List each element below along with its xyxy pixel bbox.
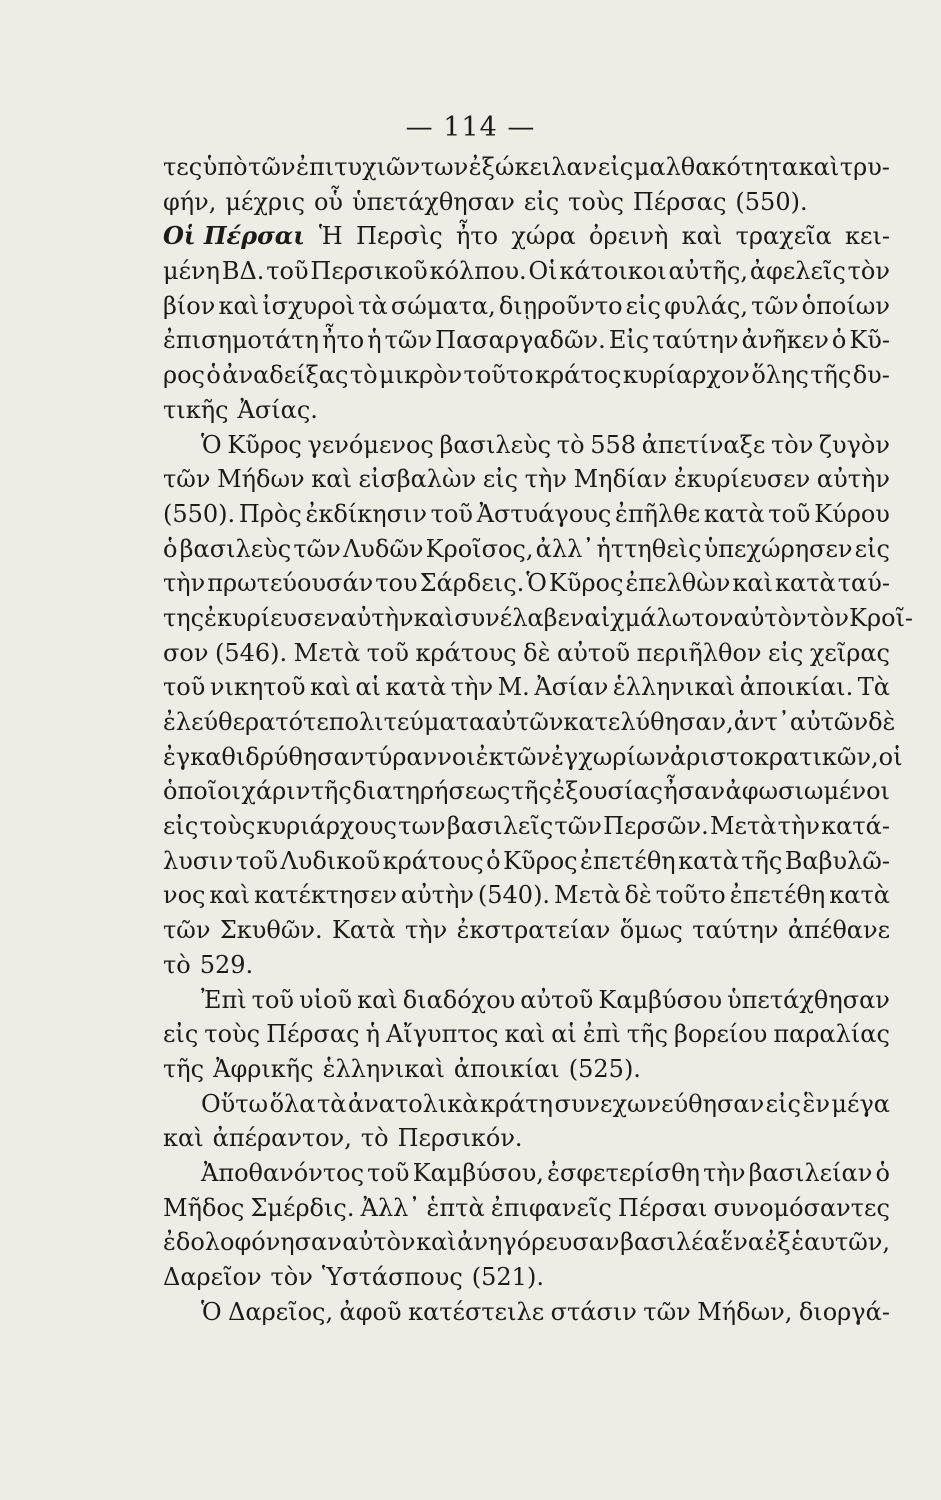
line-text: τῶν Μήδων καὶ εἰσβαλὼν εἰς τὴν Μηδίαν ἐκυρίευσεν αὐτὴν: [163, 465, 890, 494]
line-text: Ἡ Περσὶς ἦτο χώρα ὀρεινὴ καὶ τραχεῖα κει-: [318, 222, 890, 251]
page-number: — 114 —: [405, 112, 536, 143]
text-line: [163, 670, 890, 705]
line-text: φήν, μέχρις οὗ ὑπετάχθησαν εἰς τοὺς Πέρσας (550).: [163, 187, 808, 216]
line-text: (550). Πρὸς ἐκδίκησιν τοῦ Ἀστυάγους ἐπῆλθε κατὰ τοῦ Κύρου: [163, 499, 890, 528]
body-text: [163, 150, 914, 1329]
text-line: [163, 497, 890, 532]
line-text: Ὁ Κῦρος γενόμενος βασιλεὺς τὸ 558 ἀπετίναξε τὸν ζυγὸν: [201, 430, 890, 459]
line-text: Ἐπὶ τοῦ υἱοῦ καὶ διαδόχου αὐτοῦ Καμβύσου ὑπετάχθησαν: [201, 985, 890, 1014]
text-line: [163, 1156, 890, 1191]
line-text: Ἀποθανόντος τοῦ Καμβύσου, ἐσφετερίσθη τὴν βασιλείαν ὁ: [201, 1158, 890, 1187]
line-text: Οὕτω ὅλα τὰ ἀνατολικὰ κράτη συνεχωνεύθησαν εἰς ἓν μέγα: [201, 1089, 890, 1118]
line-text: λυσιν τοῦ Λυδικοῦ κράτους ὁ Κῦρος ἐπετέθη κατὰ τῆς Βαβυλῶ-: [163, 846, 890, 875]
line-text: βίον καὶ ἰσχυροὶ τὰ σώματα, διῃροῦντο εἰς φυλάς, τῶν ὁποίων: [163, 291, 890, 320]
text-line: [163, 185, 890, 220]
line-text: Δαρεῖον τὸν Ὑστάσπους (521).: [163, 1263, 544, 1291]
line-text: τὸ 529.: [163, 950, 254, 979]
line-text: ἐγκαθιδρύθησαν τύραννοι ἐκ τῶν ἐγχωρίων ἀριστοκρατικῶν, οἱ: [163, 742, 903, 771]
line-text: ἐπισημοτάτη ἦτο ἡ τῶν Πασαργαδῶν. Εἰς ταύτην ἀνῆκεν ὁ Κῦ-: [163, 326, 890, 355]
line-text: Ὁ Δαρεῖος, ἀφοῦ κατέστειλε στάσιν τῶν Μήδων, διοργά-: [201, 1297, 890, 1326]
line-text: εἰς τοὺς κυριάρχους των βασιλεῖς τῶν Περσῶν. Μετὰ τὴν κατά-: [163, 812, 890, 841]
text-line: [163, 428, 890, 463]
text-line: [163, 1260, 890, 1295]
line-text: νος καὶ κατέκτησεν αὐτὴν (540). Μετὰ δὲ τοῦτο ἐπετέθη κατὰ: [163, 881, 890, 910]
text-line: [163, 532, 890, 567]
text-line: [163, 809, 890, 844]
text-line: [163, 740, 903, 775]
line-text: ρος ὁ ἀναδείξας τὸ μικρὸν τοῦτο κράτος κυρίαρχον ὅλης τῆς δυ-: [163, 361, 890, 390]
text-line: [163, 358, 890, 393]
text-line: [163, 948, 890, 983]
line-text: τικῆς Ἀσίας.: [163, 395, 318, 424]
text-line: [163, 1087, 890, 1122]
line-text: μένη ΒΔ. τοῦ Περσικοῦ κόλπου. Οἱ κάτοικοι αὐτῆς, ἀφελεῖς τὸν: [163, 257, 890, 286]
text-line: [163, 601, 914, 636]
text-line: [163, 1052, 890, 1087]
line-text: τῶν Σκυθῶν. Κατὰ τὴν ἐκστρατείαν ὅμως ταύτην ἀπέθανε: [163, 916, 890, 945]
line-text: σον (546). Μετὰ τοῦ κράτους δὲ αὐτοῦ περιῆλθον εἰς χεῖρας: [163, 638, 890, 667]
text-line: [163, 878, 890, 913]
text-line: [163, 913, 890, 948]
line-text: ἐλεύθερα τότε πολιτεύματα αὐτῶν κατελύθησαν, ἀντ᾽ αὐτῶν δὲ: [163, 708, 896, 736]
text-line: [163, 566, 890, 601]
line-text: καὶ ἀπέραντον, τὸ Περσικόν.: [163, 1124, 523, 1153]
text-line: [163, 462, 890, 497]
line-text: τὴν πρωτεύουσάν του Σάρδεις. Ὁ Κῦρος ἐπελθὼν καὶ κατὰ ταύ-: [163, 569, 890, 598]
text-line: [163, 254, 890, 289]
text-line: [163, 636, 890, 671]
text-line: [163, 150, 890, 185]
marginal-heading: Οἱ Πέρσαι: [163, 221, 305, 251]
text-line: [163, 219, 890, 254]
line-text: τοῦ νικητοῦ καὶ αἱ κατὰ τὴν Μ. Ἀσίαν ἑλληνικαὶ ἀποικίαι. Τὰ: [163, 673, 890, 702]
text-line: [163, 983, 890, 1018]
text-line: [163, 705, 896, 740]
line-text: τες ὑπὸ τῶν ἐπιτυχιῶν των ἐξώκειλαν εἰς μαλθακότητα καὶ τρυ-: [163, 153, 890, 181]
line-text: ὁ βασιλεὺς τῶν Λυδῶν Κροῖσος, ἀλλ᾽ ἡττηθεὶς ὑπεχώρησεν εἰς: [163, 534, 890, 563]
line-text: Μῆδος Σμέρδις. Ἀλλ᾽ ἑπτὰ ἐπιφανεῖς Πέρσαι συνομόσαντες: [163, 1193, 890, 1222]
line-text: εἰς τοὺς Πέρσας ἡ Αἴγυπτος καὶ αἱ ἐπὶ τῆς βορείου παραλίας: [163, 1020, 890, 1049]
text-line: [163, 393, 890, 428]
text-line: [163, 1121, 890, 1156]
text-line: [163, 1295, 890, 1330]
text-line: [163, 1017, 890, 1052]
text-line: [163, 774, 890, 809]
text-line: [163, 323, 890, 358]
text-line: [163, 289, 890, 324]
text-line: [163, 1225, 890, 1260]
line-text: ὁποῖοι χάριν τῆς διατηρήσεως τῆς ἐξουσίας ἦσαν ἀφωσιωμένοι: [163, 777, 890, 806]
line-text: της ἐκυρίευσεν αὐτὴν καὶ συνέλαβεν αἰχμάλωτον αὐτὸν τὸν Κροῖ-: [163, 603, 914, 632]
line-text: τῆς Ἀφρικῆς ἑλληνικαὶ ἀποικίαι (525).: [163, 1054, 641, 1083]
text-line: [163, 1191, 890, 1226]
text-line: [163, 844, 890, 879]
line-text: ἐδολοφόνησαν αὐτὸν καὶ ἀνηγόρευσαν βασιλέα ἕνα ἐξ ἑαυτῶν,: [163, 1228, 890, 1257]
